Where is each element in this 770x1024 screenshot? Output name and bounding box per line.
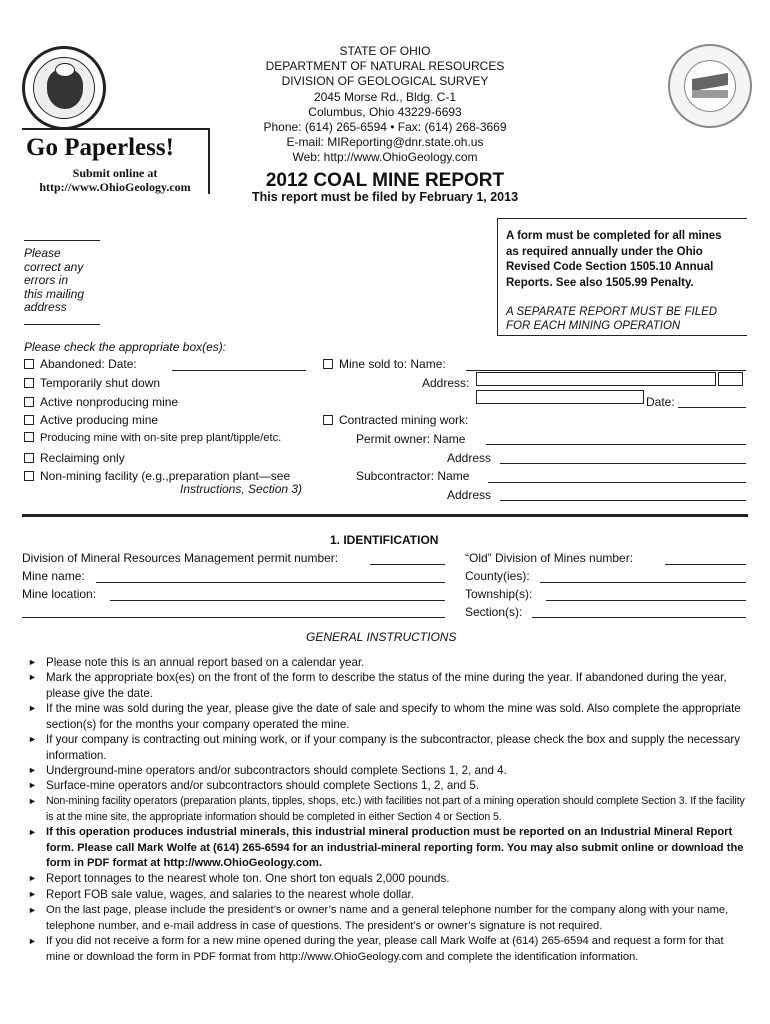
county-label: County(ies): xyxy=(465,569,530,583)
section-label: Section(s): xyxy=(465,605,523,619)
permit-owner-name-line[interactable] xyxy=(486,444,746,445)
subcontractor-name-label: Subcontractor: Name xyxy=(356,469,470,483)
instruction-item: On the last page, please include the president’s or owner’s name and a general telephone number for the company along with your name, telephone number, and e-mail address in case of questions. The president’s or owner’s signature is not required. xyxy=(46,904,729,932)
abandoned-date-line[interactable] xyxy=(172,370,306,371)
bullet-icon: ► xyxy=(28,703,37,713)
instruction-item: Surface-mine operators and/or subcontractors should complete Sections 1, 2, and 5. xyxy=(46,779,480,792)
odnr-seal-left xyxy=(22,46,106,130)
header-email[interactable]: E-mail: MIReporting@dnr.state.oh.us xyxy=(286,135,484,150)
township-line[interactable] xyxy=(546,600,746,601)
bullet-icon: ► xyxy=(28,765,37,775)
general-instructions-heading: GENERAL INSTRUCTIONS xyxy=(306,630,457,644)
bullet-icon: ► xyxy=(28,936,37,946)
mine-location-line-2[interactable] xyxy=(22,617,445,618)
sold-address-input-2[interactable] xyxy=(718,372,743,386)
checkbox-icon[interactable] xyxy=(24,359,34,369)
geological-survey-seal-right xyxy=(668,44,752,128)
non-mining-facility-continuation: Instructions, Section 3) xyxy=(180,482,303,496)
paperless-title: Go Paperless! xyxy=(26,134,174,161)
instruction-item: Mark the appropriate box(es) on the front of the form to describe the status of the mine during the year. If abandoned during the year, please give the date. xyxy=(46,671,727,700)
mine-name-line[interactable] xyxy=(96,582,445,583)
sold-date-label: Date: xyxy=(646,395,675,409)
checkbox-active-nonproducing[interactable]: Active nonproducing mine xyxy=(24,395,178,409)
bullet-icon: ► xyxy=(28,672,37,682)
header-division: DIVISION OF GEOLOGICAL SURVEY xyxy=(281,74,489,89)
section-divider xyxy=(22,514,748,517)
checkbox-mine-sold[interactable]: Mine sold to: Name: xyxy=(323,357,446,371)
instruction-item: If this operation produces industrial minerals, this industrial mineral production must be reported on an Industrial Mineral Report form. Please call Mark Wolfe at (614) 265-6594 for an industrial-mineral reporting form. You may also submit online or download the form in PDF format at http://www.OhioGeology.com. xyxy=(46,826,744,869)
bullet-icon: ► xyxy=(28,734,37,744)
instruction-item: Underground-mine operators and/or subcontractors should complete Sections 1, 2, and 4. xyxy=(46,764,507,777)
checkbox-contracted-mining[interactable]: Contracted mining work: xyxy=(323,413,468,427)
permit-owner-name-label: Permit owner: Name xyxy=(356,432,466,446)
header-web[interactable]: Web: http://www.OhioGeology.com xyxy=(292,150,478,165)
instruction-item: Report tonnages to the nearest whole ton. One short ton equals 2,000 pounds. xyxy=(46,872,450,885)
mine-name-label: Mine name: xyxy=(22,569,85,583)
bullet-icon: ► xyxy=(28,905,37,915)
checkbox-prompt: Please check the appropriate box(es): xyxy=(24,340,227,354)
header-address1: 2045 Morse Rd., Bldg. C-1 xyxy=(313,89,457,104)
header-dept: DEPARTMENT OF NATURAL RESOURCES xyxy=(265,59,505,74)
subcontractor-name-line[interactable] xyxy=(488,482,746,483)
subcontractor-address-label: Address xyxy=(447,488,492,502)
agency-header xyxy=(230,44,540,166)
instruction-item: If your company is contracting out mining work, or if your company is the subcontractor, please check the box and supply the necessary information. xyxy=(46,733,741,762)
checkbox-reclaiming-only[interactable]: Reclaiming only xyxy=(24,451,125,465)
old-mines-number-line[interactable] xyxy=(665,564,746,565)
sold-address-input[interactable] xyxy=(476,372,716,386)
permit-number-line[interactable] xyxy=(370,564,445,565)
instruction-item: If you did not receive a form for a new mine opened during the year, please call Mark Wolfe at (614) 265-6594 and request a form for that mine or download the form in PDF format from http://www.OhioGeology.com and complete the identification information. xyxy=(46,935,724,963)
bullet-icon: ► xyxy=(28,827,37,837)
instruction-item: Report FOB sale value, wages, and salaries to the nearest whole dollar. xyxy=(46,888,414,901)
checkbox-non-mining-facility[interactable]: Non-mining facility (e.g.,preparation plant—see xyxy=(24,469,290,483)
report-title: 2012 COAL MINE REPORT xyxy=(265,170,505,191)
instruction-item: Please note this is an annual report based on a calendar year. xyxy=(46,656,365,669)
mine-location-label: Mine location: xyxy=(22,587,97,601)
mine-location-line[interactable] xyxy=(110,600,445,601)
checkbox-active-producing[interactable]: Active producing mine xyxy=(24,413,158,427)
mailing-note-bottom-line xyxy=(24,324,100,325)
notice-box: A form must be completed for all mines as required annually under the Ohio Revised Code Section 1505.10 Annual Reports. See also 1505.99 Penalty. A SEPARATE REPORT MUST BE FILED FOR EACH MINING OPERATION xyxy=(497,218,747,336)
identification-heading: 1. IDENTIFICATION xyxy=(330,533,439,547)
permit-owner-address-line[interactable] xyxy=(500,463,746,464)
bullet-icon: ► xyxy=(28,796,37,806)
instruction-item: If the mine was sold during the year, please give the date of sale and specify to whom the mine was sold. Also complete the appropriate section(s) for the months your company operated the mine. xyxy=(46,702,741,731)
checkbox-temporarily-shut-down[interactable]: Temporarily shut down xyxy=(24,376,160,390)
bullet-icon: ► xyxy=(28,657,37,667)
sold-address-input-3[interactable] xyxy=(476,390,644,404)
bullet-icon: ► xyxy=(28,889,37,899)
permit-number-label: Division of Mineral Resources Management permit number: xyxy=(22,551,339,565)
header-state: STATE OF OHIO xyxy=(339,44,431,58)
instruction-item: Non-mining facility operators (preparation plants, tipples, shops, etc.) with facilities not part of a mining operation should complete Section 3. If the facility is at the mine site, the appropriate information should be completed in either Section 4 or Section 5. xyxy=(46,795,745,823)
header-address2: Columbus, Ohio 43229-6693 xyxy=(308,104,462,119)
go-paperless-box xyxy=(22,128,210,194)
sold-to-name-line[interactable] xyxy=(466,370,746,371)
township-label: Township(s): xyxy=(465,587,533,601)
header-phone: Phone: (614) 265-6594 • Fax: (614) 268-3669 xyxy=(263,120,507,135)
old-mines-number-label: “Old” Division of Mines number: xyxy=(465,551,634,565)
sold-date-line[interactable] xyxy=(678,407,746,408)
county-line[interactable] xyxy=(540,582,746,583)
mailing-note: Please correct any errors in this mailing address xyxy=(24,240,100,315)
subcontractor-address-line[interactable] xyxy=(500,500,746,501)
permit-owner-address-label: Address xyxy=(447,451,492,465)
paperless-line1: Submit online at xyxy=(72,166,158,180)
checkbox-abandoned[interactable]: Abandoned: Date: xyxy=(24,357,137,371)
bullet-icon: ► xyxy=(28,780,37,790)
sold-address-label: Address: xyxy=(422,376,470,390)
section-line[interactable] xyxy=(532,617,746,618)
report-subtitle: This report must be filed by February 1, 2013 xyxy=(251,190,519,204)
bullet-icon: ► xyxy=(28,873,37,883)
paperless-link[interactable]: http://www.OhioGeology.com xyxy=(39,180,191,194)
checkbox-prep-plant[interactable]: Producing mine with on-site prep plant/tipple/etc. xyxy=(24,432,281,444)
